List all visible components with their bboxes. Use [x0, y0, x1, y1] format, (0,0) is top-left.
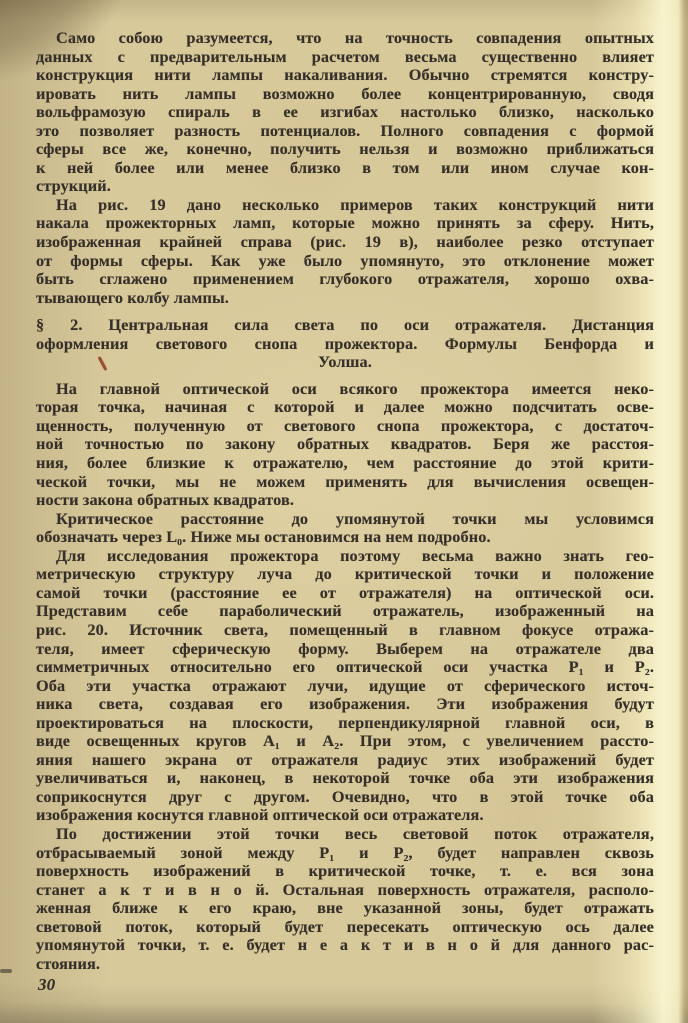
text-line: яния нашего экрана от отражателя радиус этих изображений будет — [36, 749, 654, 769]
text-line: струкций. — [36, 176, 111, 196]
heading-line: оформления светового снопа прожектора. Формулы Бенфорда и — [36, 333, 654, 353]
heading-line: § 2. Центральная сила света по оси отражателя. Дистанция — [36, 315, 654, 335]
text-line: По достижении этой точки весь световой поток отражателя, — [56, 823, 654, 843]
text-line: станет а к т и в н о й. Остальная поверхность отражателя, располо- — [36, 879, 654, 899]
text-line: увеличиваться и, наконец, в некоторой точке оба эти изображения — [36, 768, 654, 788]
text-line: сферы все же, конечно, получить нельзя и возможно приближаться — [36, 139, 654, 159]
paragraph-4 — [36, 510, 654, 547]
text-column — [36, 29, 654, 995]
text-line: данных с предварительным расчетом весьма существенно влияет — [36, 46, 654, 66]
text-line: Критическое расстояние до упомянутой точки мы условимся — [56, 508, 654, 528]
text-line: ной точностью по закону обратных квадратов. Беря же расстоя- — [36, 434, 654, 454]
text-line: На рис. 19 дано несколько примеров таких конструкций нити — [56, 194, 654, 214]
text-line: женная ближе к его краю, вне указанной зоны, будет отражать — [36, 898, 654, 918]
text-line: к ней более или менее близко в том или ином случае кон- — [36, 157, 654, 177]
text-line: На главной оптической оси всякого прожектора имеется неко- — [56, 378, 654, 398]
text-line: виде освещенных кругов A₁ и A₂. При этом, с увеличением рассто- — [36, 731, 654, 751]
paragraph-6 — [36, 825, 654, 973]
text-line: стояния. — [36, 953, 101, 973]
text-line: изображенная крайней справа (рис. 19 в), наиболее резко отступает — [36, 232, 654, 252]
text-line: световой поток, который будет пересекать оптическую ось далее — [36, 916, 654, 936]
text-line: ния, более близкие к отражателю, чем расстояние до этой крити- — [36, 453, 654, 473]
text-line: изображения коснутся главной оптической оси отражателя. — [36, 805, 484, 825]
text-line: от формы сферы. Как уже было упомянуто, это отклонение может — [36, 250, 654, 270]
text-line: упомянутой точки, т. е. будет н е а к т и в н о й для данного рас- — [36, 935, 654, 955]
text-line: Само собою разумеется, что на точность совпадения опытных — [56, 28, 654, 47]
edge-smudge — [0, 969, 12, 973]
text-line: соприкоснутся друг с другом. Очевидно, что в этой точке оба — [36, 786, 654, 806]
text-line: ировать нить лампы возможно более концентрированную, сводя — [36, 83, 654, 103]
page-number: 30 — [38, 975, 56, 995]
paragraph-3 — [36, 380, 654, 510]
text-line: накала прожекторных ламп, которые можно принять за сферу. Нить, — [36, 213, 654, 233]
text-line: Оба эти участка отражают лучи, идущие от сферического источ- — [36, 675, 654, 695]
text-line: теля, имеет сферическую форму. Выберем на отражателе два — [36, 638, 654, 658]
text-line: метрическую структуру луча до критической точки и положение — [36, 564, 654, 584]
text-line: тывающего колбу лампы. — [36, 287, 229, 307]
text-line: обозначать через L₀. Ниже мы остановимся на нем подробно. — [36, 527, 491, 547]
text-line: Для исследования прожектора поэтому весьма важно знать гео- — [56, 545, 654, 565]
text-line: щенность, полученную от светового снопа прожектора, с достаточ- — [36, 415, 654, 435]
paragraph-2 — [36, 196, 654, 307]
paragraph-5 — [36, 547, 654, 825]
text-line: проектироваться на плоскости, перпендикулярной главной оси, в — [36, 712, 654, 732]
text-line: быть сглажено применением глубокого отражателя, хорошо охва- — [36, 269, 654, 289]
text-line: торая точка, начиная с которой и далее можно подсчитать осве- — [36, 397, 654, 417]
text-line: ческой точки, мы не можем применять для вычисления освещен- — [36, 471, 654, 491]
text-line: ника света, создавая его изображения. Эти изображения будут — [36, 694, 654, 714]
text-line: поверхность изображений в критической точке, т. е. вся зона — [36, 861, 654, 881]
text-line: Представим себе параболический отражатель, изображенный на — [36, 601, 654, 621]
section-heading — [36, 316, 654, 372]
text-line: рис. 20. Источник света, помещенный в главном фокусе отража- — [36, 619, 654, 639]
text-line: вольфрамозую спираль в ее изгибах настолько близко, насколько — [36, 102, 654, 122]
text-line: это позволяет разность потенциалов. Полного совпадения с формой — [36, 120, 654, 140]
paragraph-1 — [36, 29, 654, 196]
text-line: ности закона обратных квадратов. — [36, 490, 295, 510]
text-line: отбрасываемый зоной между P₁ и P₂, будет направлен сквозь — [36, 842, 654, 862]
text-line: симметричных относительно его оптической оси участка P₁ и P₂. — [36, 657, 654, 677]
text-line: самой точки (расстояние ее от отражателя) на оптической оси. — [36, 582, 654, 602]
heading-line: Уолша. — [318, 352, 372, 372]
text-line: конструкция нити лампы накаливания. Обычно стремятся констру- — [36, 65, 654, 85]
